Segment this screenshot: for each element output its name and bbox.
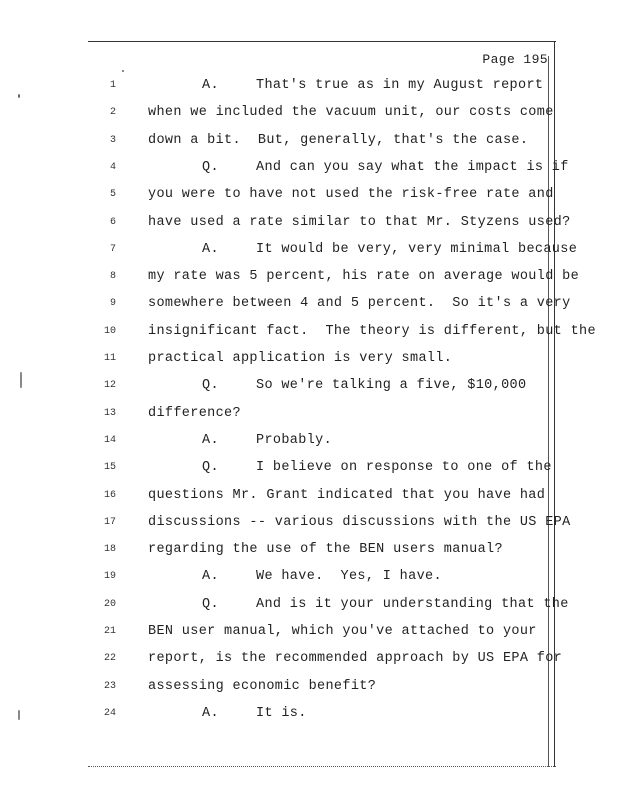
line-body: you were to have not used the risk-free rate and (148, 187, 554, 203)
transcript-line (96, 567, 556, 587)
transcript-line (96, 267, 580, 287)
speaker-label: A. (202, 569, 219, 585)
speaker-label: A. (202, 432, 219, 448)
line-body: assessing economic benefit? (148, 678, 377, 694)
transcript-line (96, 622, 556, 642)
line-number: 11 (103, 353, 116, 364)
transcript-line (96, 131, 556, 151)
transcript-line (96, 294, 571, 314)
transcript-line (96, 649, 563, 669)
line-body: practical application is very small. (148, 351, 453, 366)
line-body: somewhere between 4 and 5 percent. So it's a very (148, 296, 571, 312)
line-text (148, 103, 554, 123)
scan-speck (122, 70, 124, 72)
line-number: 17 (103, 516, 116, 528)
speaker-label: Q. (202, 378, 219, 394)
transcript-line (96, 322, 596, 342)
line-number: 15 (103, 462, 116, 474)
line-text (148, 267, 579, 287)
line-number: 18 (103, 544, 116, 556)
line-number: 24 (103, 707, 116, 719)
line-body: We have. Yes, I have. (256, 569, 442, 585)
line-body: difference? (148, 405, 241, 421)
line-number: 5 (109, 189, 116, 201)
transcript-line (96, 540, 556, 560)
top-border-rule (88, 41, 556, 42)
speaker-label: Q. (202, 460, 219, 476)
transcript-line (96, 513, 571, 533)
line-body: Probably. (256, 432, 333, 448)
speaker-label: Q. (202, 596, 219, 612)
line-body: my rate was 5 percent, his rate on average would be (148, 269, 580, 285)
line-number: 6 (109, 216, 116, 228)
line-text (148, 677, 376, 697)
page-number: Page 195 (482, 52, 548, 67)
line-text (148, 404, 241, 424)
scan-speck (18, 710, 20, 720)
line-body: regarding the use of the BEN users manual? (148, 542, 503, 558)
transcript-line (96, 458, 556, 478)
scan-speck (20, 372, 22, 388)
line-body: And is it your understanding that the (256, 596, 569, 612)
line-text (148, 622, 537, 642)
line-text (148, 322, 596, 342)
line-number: 4 (109, 161, 116, 173)
transcript-line (96, 158, 569, 178)
line-body: discussions -- various discussions with the US EPA (148, 514, 571, 530)
speaker-label: Q. (202, 159, 219, 175)
line-body: report, is the recommended approach by US EPA for (148, 651, 563, 667)
line-body: It is. (256, 705, 307, 721)
speaker-label: A. (202, 705, 219, 721)
line-number: 19 (103, 571, 116, 583)
transcript-line (96, 486, 556, 506)
line-text (148, 486, 545, 506)
transcript-line (96, 677, 556, 697)
line-number: 10 (103, 325, 116, 337)
line-body: down a bit. But, generally, that's the case. (148, 132, 529, 148)
line-body: That's true as in my August report (256, 78, 544, 93)
line-body: So we're talking a five, $10,000 (256, 378, 527, 394)
speaker-label: A. (202, 78, 219, 93)
bottom-border-rule (88, 766, 556, 767)
line-body: BEN user manual, which you've attached to your (148, 624, 537, 639)
line-number: 3 (109, 134, 116, 146)
transcript-line (96, 185, 556, 205)
line-number: 8 (109, 271, 116, 283)
line-number: 2 (109, 107, 116, 119)
line-number: 14 (103, 434, 116, 446)
speaker-label: A. (202, 241, 219, 257)
transcript-line (96, 704, 556, 724)
line-text (148, 540, 503, 560)
line-text (148, 294, 571, 314)
line-number: 1 (109, 80, 116, 91)
transcript-line (96, 595, 569, 615)
line-body: I believe on response to one of the (256, 460, 552, 476)
line-text (148, 213, 571, 233)
line-number: 7 (109, 243, 116, 255)
line-body: It would be very, very minimal because (256, 241, 578, 257)
transcript-line (96, 376, 556, 396)
line-body: when we included the vacuum unit, our costs come (148, 105, 554, 121)
line-number: 23 (103, 680, 116, 692)
line-text (148, 458, 552, 478)
line-body: questions Mr. Grant indicated that you have had (148, 487, 546, 503)
line-text (148, 131, 528, 151)
transcript-line (96, 404, 556, 424)
line-body: insignificant fact. The theory is different, but the (148, 323, 596, 339)
line-number: 20 (103, 598, 116, 610)
line-text (148, 158, 569, 178)
line-number: 12 (103, 380, 116, 392)
line-body: have used a rate similar to that Mr. Styzens used? (148, 214, 571, 230)
line-number: 22 (103, 653, 116, 665)
line-text (148, 185, 554, 205)
transcript-line (96, 349, 556, 369)
line-text (148, 513, 571, 533)
line-number: 21 (103, 626, 116, 637)
transcript-line (96, 240, 578, 260)
line-number: 13 (103, 407, 116, 419)
line-body: And can you say what the impact is if (256, 159, 569, 175)
line-number: 9 (109, 298, 116, 310)
line-text (148, 76, 543, 96)
line-text (148, 431, 332, 451)
line-text (148, 240, 577, 260)
line-text (148, 349, 452, 369)
transcript-line (96, 103, 556, 123)
transcript-line (96, 213, 571, 233)
line-text (148, 567, 442, 587)
scan-speck (18, 94, 20, 98)
line-number: 16 (103, 489, 116, 501)
line-text (148, 595, 569, 615)
transcript-line (96, 76, 556, 96)
line-text (148, 649, 562, 669)
line-text (148, 376, 526, 396)
line-text (148, 704, 307, 724)
transcript-line (96, 431, 556, 451)
